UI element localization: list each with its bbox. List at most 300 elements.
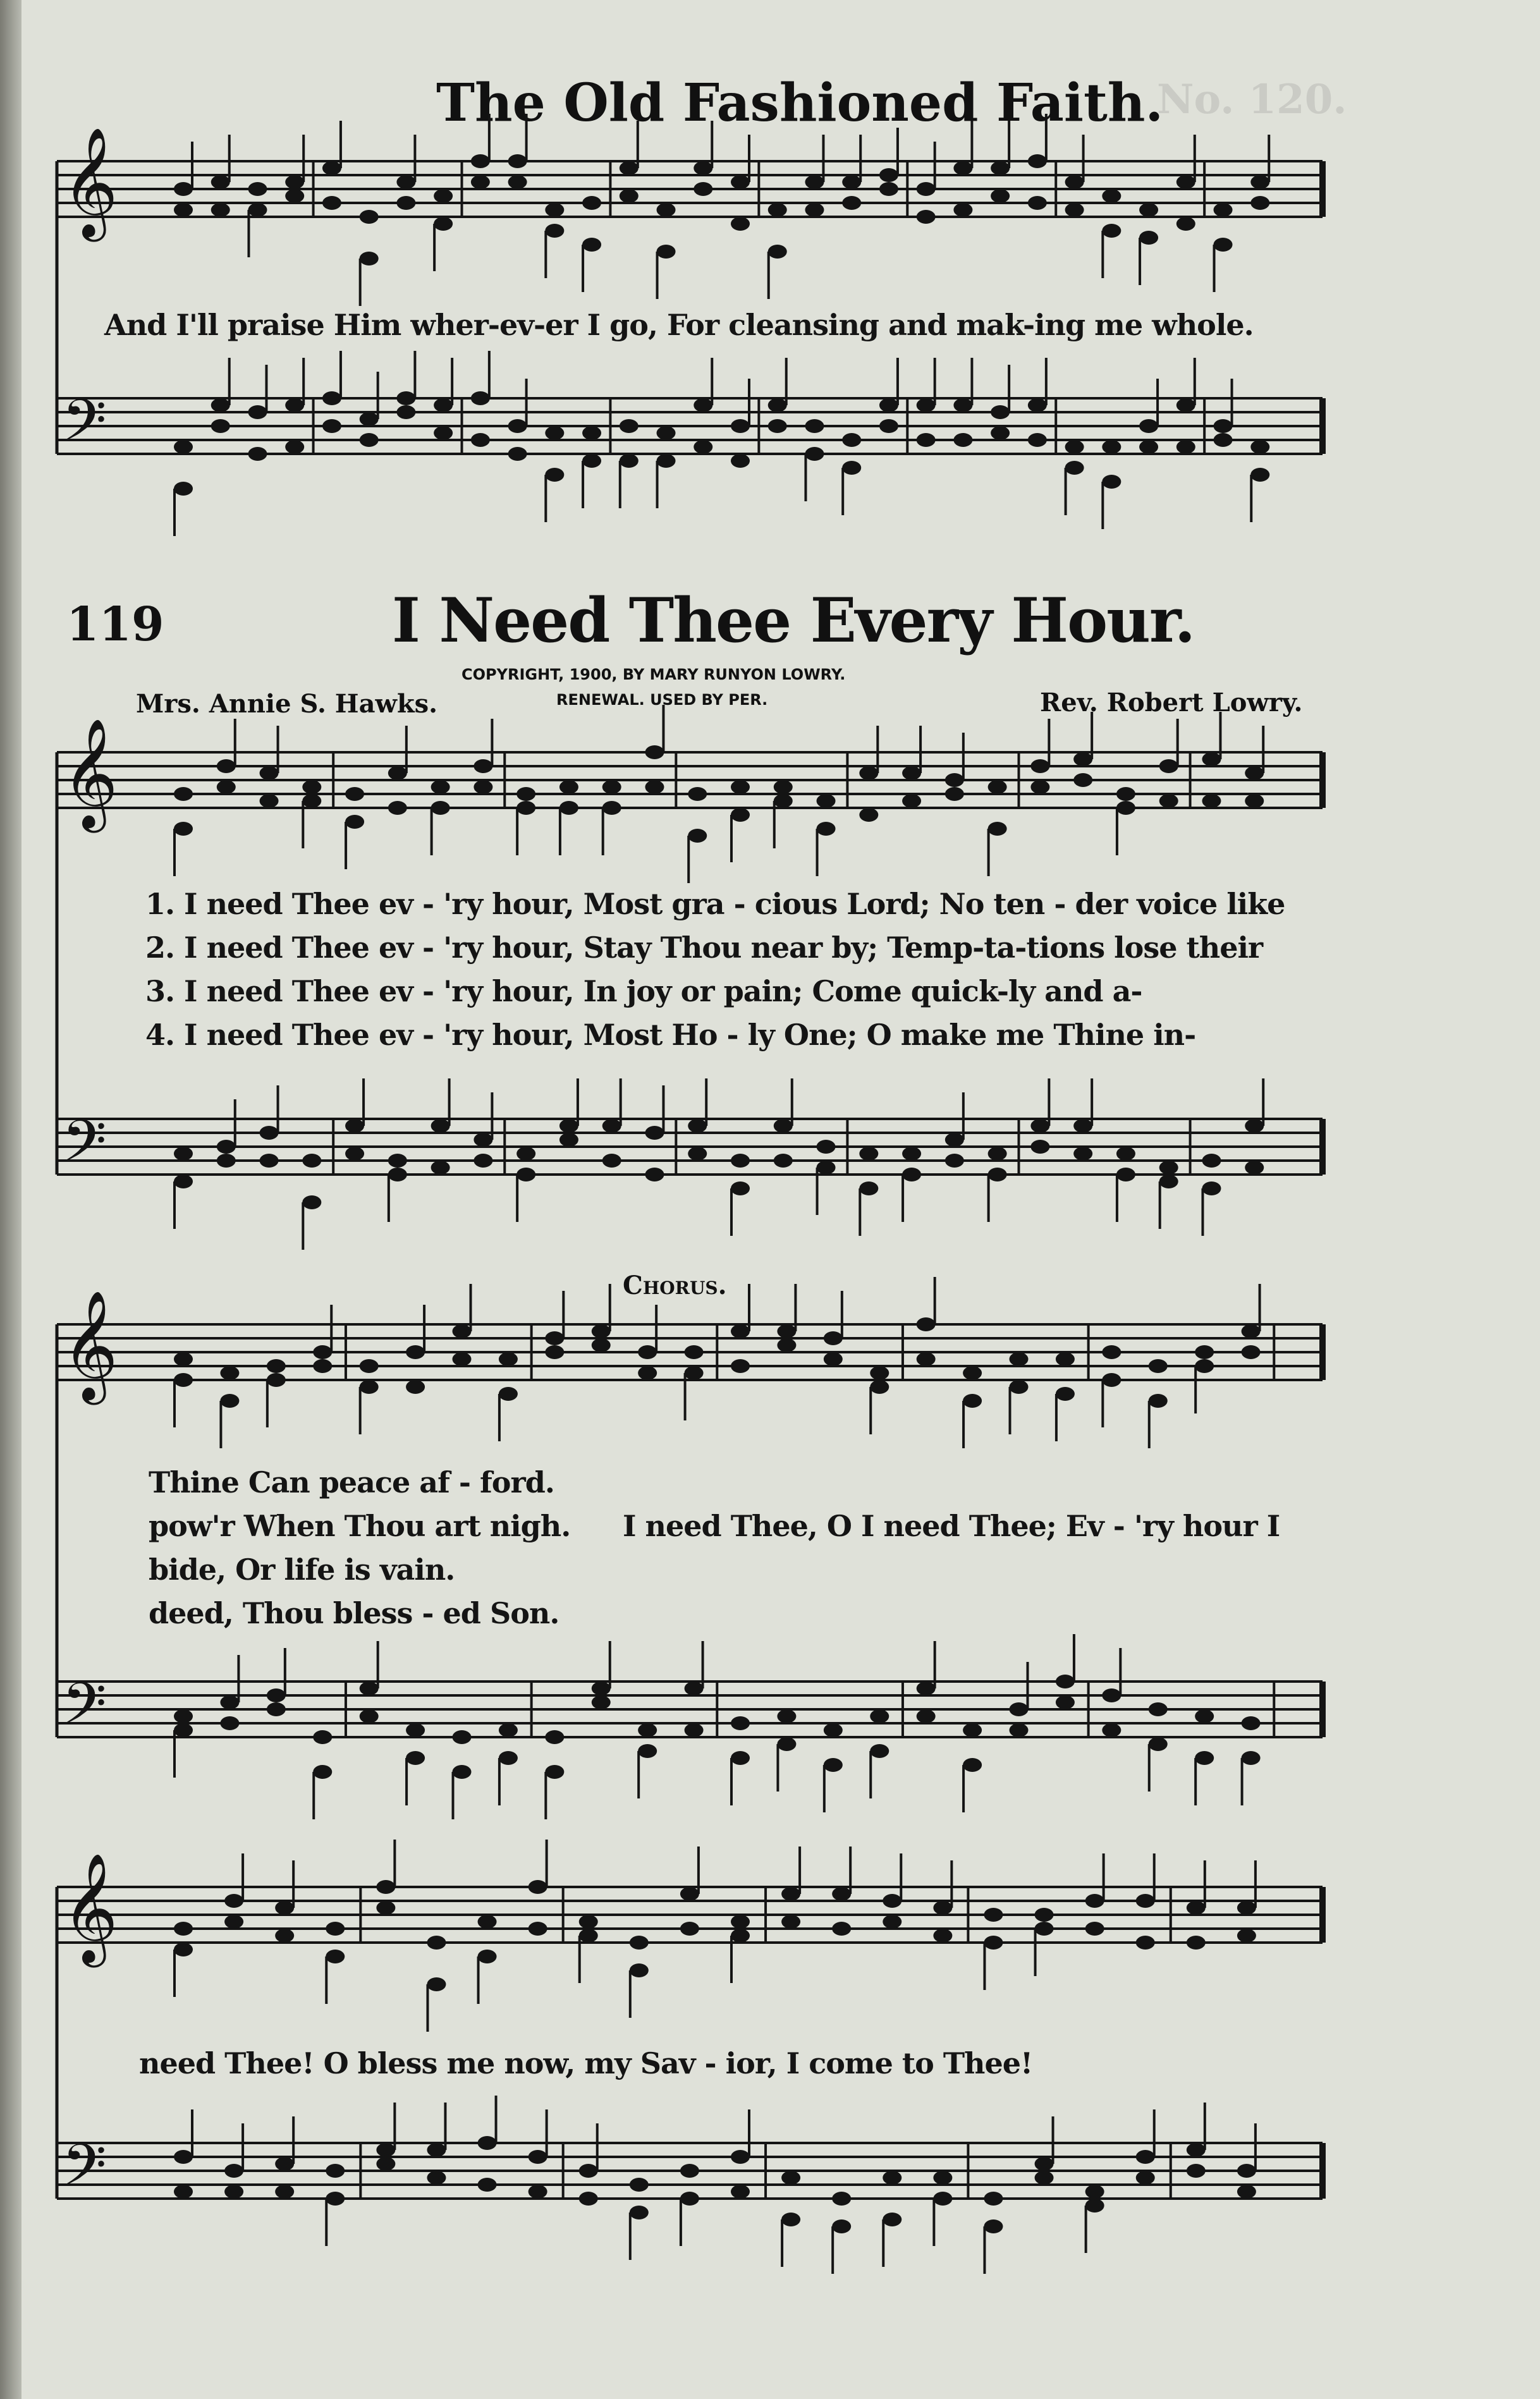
note-head	[1195, 1345, 1214, 1359]
note-head	[1030, 1140, 1049, 1154]
previous-hymn-title: The Old Fashioned Faith.	[436, 73, 1164, 133]
note-head	[302, 1195, 321, 1209]
note-head	[688, 829, 707, 843]
note-head	[1139, 203, 1158, 217]
note-head	[478, 2178, 497, 2192]
note-head	[217, 759, 236, 773]
note-head	[685, 1345, 704, 1359]
note-head	[388, 801, 407, 815]
note-head	[516, 787, 535, 801]
note-head	[1214, 203, 1233, 217]
note-head	[988, 1147, 1007, 1161]
note-head	[781, 1887, 800, 1901]
note-head	[984, 1936, 1003, 1950]
note-head	[774, 1154, 793, 1168]
note-head	[474, 1154, 492, 1168]
note-head	[1202, 1181, 1221, 1195]
note-head	[657, 454, 676, 468]
note-head	[217, 1140, 236, 1154]
note-head	[963, 1366, 982, 1380]
verse-text: I need Thee ev - 'ry hour, Most Ho - ly One; O make me Thine in-	[184, 1018, 1196, 1052]
note-head	[917, 1682, 936, 1695]
note-head	[302, 1154, 321, 1168]
note-head	[879, 398, 898, 412]
note-head	[174, 1943, 193, 1956]
note-head	[817, 1161, 836, 1175]
note-head	[805, 175, 824, 189]
note-head	[220, 1695, 239, 1709]
note-head	[322, 161, 341, 175]
note-head	[174, 2150, 193, 2164]
note-head	[1176, 217, 1195, 231]
note-head	[345, 1147, 364, 1161]
note-head	[731, 808, 750, 822]
note-head	[376, 2143, 395, 2157]
note-head	[211, 419, 230, 433]
note-head	[859, 1147, 878, 1161]
verse-2-continuation: pow'r When Thou art nigh.	[149, 1509, 571, 1543]
note-head	[453, 1765, 472, 1779]
music-by-credit: Rev. Robert Lowry.	[1040, 688, 1303, 717]
verse-number: 1.	[145, 887, 175, 921]
bass-clef: 𝄢	[62, 2132, 107, 2213]
note-head	[879, 419, 898, 433]
note-head	[883, 2171, 901, 2185]
note-head	[777, 1338, 796, 1352]
note-head	[545, 1345, 564, 1359]
note-head	[1065, 203, 1084, 217]
note-head	[224, 1894, 243, 1908]
note-head	[832, 2219, 851, 2233]
note-head	[396, 391, 415, 405]
note-head	[1242, 1324, 1261, 1338]
note-head	[285, 189, 304, 203]
note-head	[842, 433, 861, 447]
note-head	[267, 1688, 286, 1702]
note-head	[1028, 398, 1047, 412]
note-head	[376, 1901, 395, 1915]
note-head	[731, 1915, 750, 1929]
note-head	[326, 2192, 345, 2206]
note-head	[870, 1366, 889, 1380]
note-head	[313, 1765, 332, 1779]
note-head	[917, 1317, 936, 1331]
note-head	[1116, 1168, 1135, 1181]
treble-clef: 𝄞	[62, 127, 118, 237]
note-head	[805, 203, 824, 217]
note-head	[902, 1168, 921, 1181]
note-head	[434, 398, 453, 412]
note-head	[326, 1950, 345, 1963]
note-head	[248, 203, 267, 217]
note-head	[768, 398, 787, 412]
note-head	[1116, 1147, 1135, 1161]
note-head	[1176, 175, 1195, 189]
note-head	[217, 780, 236, 794]
note-head	[824, 1758, 843, 1772]
note-head	[453, 1324, 472, 1338]
note-head	[582, 238, 601, 252]
note-head	[731, 1359, 750, 1373]
note-head	[963, 1394, 982, 1408]
note-head	[953, 433, 972, 447]
verse-text: I need Thee ev - 'ry hour, Most gra - cious Lord; No ten - der voice like	[184, 887, 1285, 921]
note-head	[645, 780, 664, 794]
note-head	[220, 1394, 239, 1408]
note-head	[471, 175, 490, 189]
note-head	[579, 1915, 598, 1929]
note-head	[1102, 1345, 1121, 1359]
note-head	[991, 161, 1010, 175]
note-head	[322, 196, 341, 210]
note-head	[508, 175, 527, 189]
note-head	[224, 2185, 243, 2199]
note-head	[1035, 2171, 1054, 2185]
note-head	[434, 189, 453, 203]
note-head	[731, 419, 750, 433]
note-head	[1102, 440, 1121, 454]
note-head	[174, 1147, 193, 1161]
note-head	[579, 1929, 598, 1943]
note-head	[680, 1922, 699, 1936]
note-head	[582, 426, 601, 440]
note-head	[376, 2157, 395, 2171]
note-head	[1102, 1373, 1121, 1387]
note-head	[1149, 1394, 1168, 1408]
note-head	[963, 1723, 982, 1737]
note-head	[879, 182, 898, 196]
note-head	[388, 1154, 407, 1168]
note-head	[620, 419, 639, 433]
note-head	[1028, 433, 1047, 447]
note-head	[870, 1709, 889, 1723]
note-head	[1149, 1702, 1168, 1716]
note-head	[174, 822, 193, 836]
note-head	[1242, 1716, 1261, 1730]
note-head	[1187, 2164, 1206, 2178]
note-head	[360, 1709, 379, 1723]
note-head	[267, 1702, 286, 1716]
note-head	[427, 1977, 446, 1991]
note-head	[1245, 1119, 1264, 1133]
note-head	[817, 822, 836, 836]
note-head	[1056, 1387, 1075, 1401]
note-head	[859, 1181, 878, 1195]
note-head	[774, 794, 793, 808]
note-head	[620, 161, 639, 175]
verse-3-continuation: bide, Or life is vain.	[149, 1553, 455, 1587]
note-head	[313, 1359, 332, 1373]
note-head	[545, 468, 564, 482]
note-head	[1136, 1936, 1155, 1950]
note-head	[545, 1331, 564, 1345]
note-head	[174, 1373, 193, 1387]
note-head	[174, 203, 193, 217]
note-head	[1056, 1695, 1075, 1709]
note-head	[360, 433, 379, 447]
note-head	[478, 1950, 497, 1963]
treble-clef: 𝄞	[62, 718, 118, 828]
note-head	[1195, 1751, 1214, 1765]
note-head	[326, 2164, 345, 2178]
note-head	[917, 182, 936, 196]
note-head	[817, 794, 836, 808]
previous-hymn-lyric: And I'll praise Him wher-ev-er I go, For cleansing and mak-ing me whole.	[104, 308, 1254, 342]
note-head	[260, 766, 279, 780]
treble-clef: 𝄞	[62, 1853, 118, 1963]
note-head	[602, 1119, 621, 1133]
note-head	[859, 808, 878, 822]
note-head	[1136, 2150, 1155, 2164]
note-head	[805, 447, 824, 461]
words-by-credit: Mrs. Annie S. Hawks.	[136, 689, 438, 719]
note-head	[217, 1154, 236, 1168]
bass-clef: 𝄢	[62, 1670, 107, 1751]
note-head	[768, 419, 787, 433]
note-head	[1202, 1154, 1221, 1168]
note-head	[559, 801, 578, 815]
note-head	[1250, 440, 1269, 454]
note-head	[260, 1154, 279, 1168]
note-head	[345, 787, 364, 801]
note-head	[388, 766, 407, 780]
note-head	[260, 1126, 279, 1140]
verse-4-continuation: deed, Thou bless - ed Son.	[149, 1596, 559, 1630]
note-head	[1195, 1709, 1214, 1723]
note-head	[638, 1345, 657, 1359]
note-head	[1035, 2157, 1054, 2171]
note-head	[360, 1682, 379, 1695]
note-head	[516, 1168, 535, 1181]
note-head	[559, 1133, 578, 1147]
note-head	[781, 2213, 800, 2226]
note-head	[694, 440, 712, 454]
note-head	[1085, 1894, 1104, 1908]
note-head	[1139, 440, 1158, 454]
note-head	[1202, 794, 1221, 808]
note-head	[499, 1723, 518, 1737]
note-head	[360, 252, 379, 266]
note-head	[917, 210, 936, 224]
note-head	[582, 196, 601, 210]
note-head	[731, 2150, 750, 2164]
note-head	[559, 1119, 578, 1133]
note-head	[1073, 752, 1092, 766]
hymn-title: I Need Thee Every Hour.	[392, 585, 1195, 656]
note-head	[953, 203, 972, 217]
note-head	[832, 1887, 851, 1901]
note-head	[781, 2171, 800, 2185]
note-head	[499, 1751, 518, 1765]
note-head	[917, 1352, 936, 1366]
note-head	[174, 1723, 193, 1737]
note-head	[883, 1915, 901, 1929]
note-head	[645, 745, 664, 759]
note-head	[731, 1154, 750, 1168]
note-head	[360, 1359, 379, 1373]
note-head	[832, 2192, 851, 2206]
note-head	[988, 822, 1007, 836]
note-head	[1159, 794, 1178, 808]
note-head	[1073, 1147, 1092, 1161]
note-head	[902, 766, 921, 780]
note-head	[1237, 2185, 1256, 2199]
verse-number: 2.	[145, 931, 175, 965]
note-head	[680, 1887, 699, 1901]
note-head	[1245, 794, 1264, 808]
note-head	[1010, 1702, 1029, 1716]
note-head	[963, 1758, 982, 1772]
note-head	[657, 203, 676, 217]
note-head	[731, 2185, 750, 2199]
note-head	[991, 189, 1010, 203]
note-head	[945, 1133, 964, 1147]
note-head	[842, 175, 861, 189]
note-head	[645, 1126, 664, 1140]
note-head	[1073, 773, 1092, 787]
note-head	[360, 210, 379, 224]
note-head	[842, 461, 861, 475]
note-head	[302, 780, 321, 794]
note-head	[474, 759, 492, 773]
note-head	[1237, 1901, 1256, 1915]
note-head	[174, 1709, 193, 1723]
note-head	[285, 175, 304, 189]
note-head	[777, 1737, 796, 1751]
note-head	[657, 245, 676, 259]
note-head	[211, 175, 230, 189]
note-head	[945, 787, 964, 801]
note-head	[902, 794, 921, 808]
note-head	[396, 196, 415, 210]
note-head	[824, 1331, 843, 1345]
note-head	[991, 426, 1010, 440]
hymn-number: 119	[66, 597, 164, 652]
note-head	[427, 2143, 446, 2157]
note-head	[471, 433, 490, 447]
note-head	[508, 419, 527, 433]
note-head	[680, 2164, 699, 2178]
note-head	[1245, 1161, 1264, 1175]
note-head	[694, 398, 712, 412]
note-head	[1085, 2185, 1104, 2199]
note-head	[638, 1723, 657, 1737]
note-head	[1187, 1936, 1206, 1950]
note-head	[731, 780, 750, 794]
bleed-through-page-number: No. 120.	[1157, 76, 1347, 123]
note-head	[1028, 196, 1047, 210]
note-head	[777, 1709, 796, 1723]
note-head	[275, 1901, 294, 1915]
note-head	[1159, 1175, 1178, 1188]
note-head	[345, 1119, 364, 1133]
note-head	[688, 1147, 707, 1161]
note-head	[768, 245, 787, 259]
note-head	[1242, 1345, 1261, 1359]
note-head	[1159, 759, 1178, 773]
note-head	[508, 447, 527, 461]
note-head	[360, 412, 379, 426]
note-head	[731, 1181, 750, 1195]
note-head	[1202, 752, 1221, 766]
note-head	[376, 1880, 395, 1894]
note-head	[630, 2178, 649, 2192]
note-head	[694, 182, 712, 196]
note-head	[620, 189, 639, 203]
note-head	[431, 780, 450, 794]
note-head	[824, 1723, 843, 1737]
note-head	[453, 1352, 472, 1366]
note-head	[1065, 461, 1084, 475]
note-head	[638, 1744, 657, 1758]
note-head	[224, 2164, 243, 2178]
note-head	[453, 1730, 472, 1744]
note-head	[545, 1765, 564, 1779]
note-head	[1187, 2143, 1206, 2157]
note-head	[508, 154, 527, 168]
note-head	[592, 1695, 611, 1709]
note-head	[1065, 440, 1084, 454]
note-head	[1102, 475, 1121, 489]
note-head	[953, 398, 972, 412]
note-head	[406, 1751, 425, 1765]
note-head	[1250, 175, 1269, 189]
note-head	[1245, 766, 1264, 780]
note-head	[174, 1352, 193, 1366]
note-head	[582, 454, 601, 468]
chorus-lyric-line-2: need Thee! O bless me now, my Sav - ior, I come to Thee!	[139, 2046, 1033, 2080]
note-head	[902, 1147, 921, 1161]
note-head	[1250, 468, 1269, 482]
note-head	[1030, 780, 1049, 794]
note-head	[1073, 1119, 1092, 1133]
note-head	[731, 1324, 750, 1338]
note-head	[1116, 787, 1135, 801]
note-head	[211, 398, 230, 412]
copyright-line-1: COPYRIGHT, 1900, BY MARY RUNYON LOWRY.	[461, 666, 846, 683]
note-head	[1102, 189, 1121, 203]
note-head	[984, 2192, 1003, 2206]
verse-1-continuation: Thine Can peace af - ford.	[149, 1465, 554, 1499]
note-head	[1214, 238, 1233, 252]
note-head	[1010, 1723, 1029, 1737]
note-head	[842, 196, 861, 210]
note-head	[1010, 1380, 1029, 1394]
note-head	[731, 217, 750, 231]
note-head	[174, 787, 193, 801]
note-head	[1195, 1359, 1214, 1373]
note-head	[1242, 1751, 1261, 1765]
note-head	[817, 1140, 836, 1154]
verse-number: 3.	[145, 974, 175, 1008]
note-head	[1214, 433, 1233, 447]
note-head	[602, 1154, 621, 1168]
note-head	[1102, 1688, 1121, 1702]
bass-clef: 𝄢	[62, 387, 107, 468]
note-head	[859, 766, 878, 780]
note-head	[883, 1894, 901, 1908]
note-head	[991, 405, 1010, 419]
note-head	[688, 787, 707, 801]
note-head	[1159, 1161, 1178, 1175]
note-head	[174, 1922, 193, 1936]
note-head	[1176, 440, 1195, 454]
note-head	[774, 1119, 793, 1133]
note-head	[322, 419, 341, 433]
note-head	[1030, 759, 1049, 773]
chorus-label: Chorus.	[623, 1271, 727, 1300]
note-head	[478, 2136, 497, 2150]
